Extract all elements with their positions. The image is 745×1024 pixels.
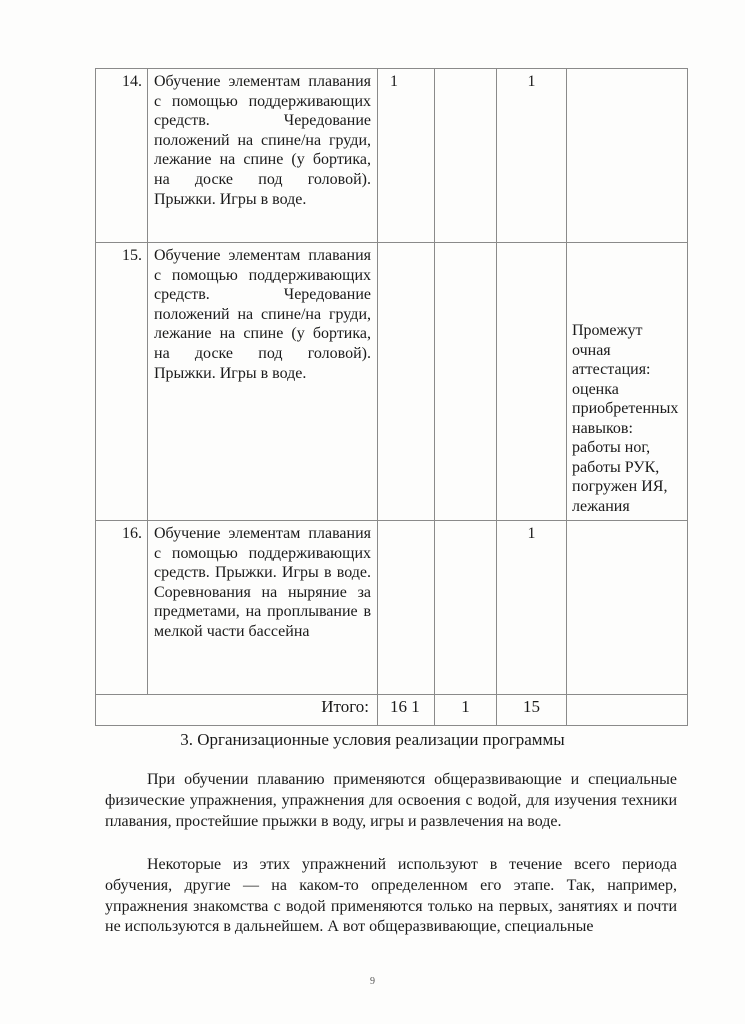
summary-row xyxy=(96,695,688,726)
row-total-hours xyxy=(378,521,435,695)
row-topic-text: Обучение элементам плавания с помощью поддерживающих средств. Прыжки. Игры в воде. Соревнования на ныряние за предметами, на проплывание в мелкой части бассейна xyxy=(154,525,371,640)
row-practice-hours xyxy=(497,243,567,521)
row-theory-hours xyxy=(435,69,497,243)
paragraph-2: Некоторые из этих упражнений используют в течение всего периода обучения, другие — на каком-то определенном его этапе. Так, например, упражнения знакомства с водой применяются только на первых, занятиях и почти не используются в дальнейшем. А вот общеразвивающие, специальные xyxy=(105,856,677,936)
row-topic xyxy=(148,69,378,243)
row-number: 15. xyxy=(96,243,148,521)
row-topic-text: Обучение элементам плавания с помощью поддерживающих средств. Чередование положений на спине/на груди, лежание на спине (у бортика, на доске под головой). Прыжки. Игры в воде. xyxy=(154,247,371,382)
row-topic xyxy=(148,243,378,521)
summary-label: Итого: xyxy=(96,695,378,726)
row-practice-hours: 1 xyxy=(497,69,567,243)
table-row xyxy=(96,243,688,521)
summary-practice-hours: 15 xyxy=(497,695,567,726)
row-assessment xyxy=(567,243,688,521)
assessment-text: Промежут очная аттестация: оценка приобретенных навыков: работы ног, работы РУК, погружен ИЯ, лежания xyxy=(572,322,679,515)
summary-theory-hours: 1 xyxy=(435,695,497,726)
row-theory-hours xyxy=(435,243,497,521)
row-number: 14. xyxy=(96,69,148,243)
page-number: 9 xyxy=(370,976,375,987)
row-assessment xyxy=(567,69,688,243)
row-number: 16. xyxy=(96,521,148,695)
paragraph-1: При обучении плаванию применяются общеразвивающие и специальные физические упражнения, упражнения для освоения с водой, для изучения техники плавания, простейшие прыжки в воду, игры и развлечения на воде. xyxy=(105,771,677,830)
table-row xyxy=(96,69,688,243)
row-topic xyxy=(148,521,378,695)
curriculum-table xyxy=(95,68,688,726)
row-total-hours: 1 xyxy=(378,69,435,243)
row-assessment xyxy=(567,521,688,695)
row-topic-text: Обучение элементам плавания с помощью поддерживающих средств. Чередование положений на спине/на груди, лежание на спине (у бортика, на доске под головой). Прыжки. Игры в воде. xyxy=(154,73,371,208)
section-heading: 3. Организационные условия реализации программы xyxy=(180,730,565,749)
table-row xyxy=(96,521,688,695)
summary-total-hours: 16 1 xyxy=(378,695,435,726)
row-total-hours xyxy=(378,243,435,521)
summary-empty-cell xyxy=(567,695,688,726)
row-theory-hours xyxy=(435,521,497,695)
row-practice-hours: 1 xyxy=(497,521,567,695)
